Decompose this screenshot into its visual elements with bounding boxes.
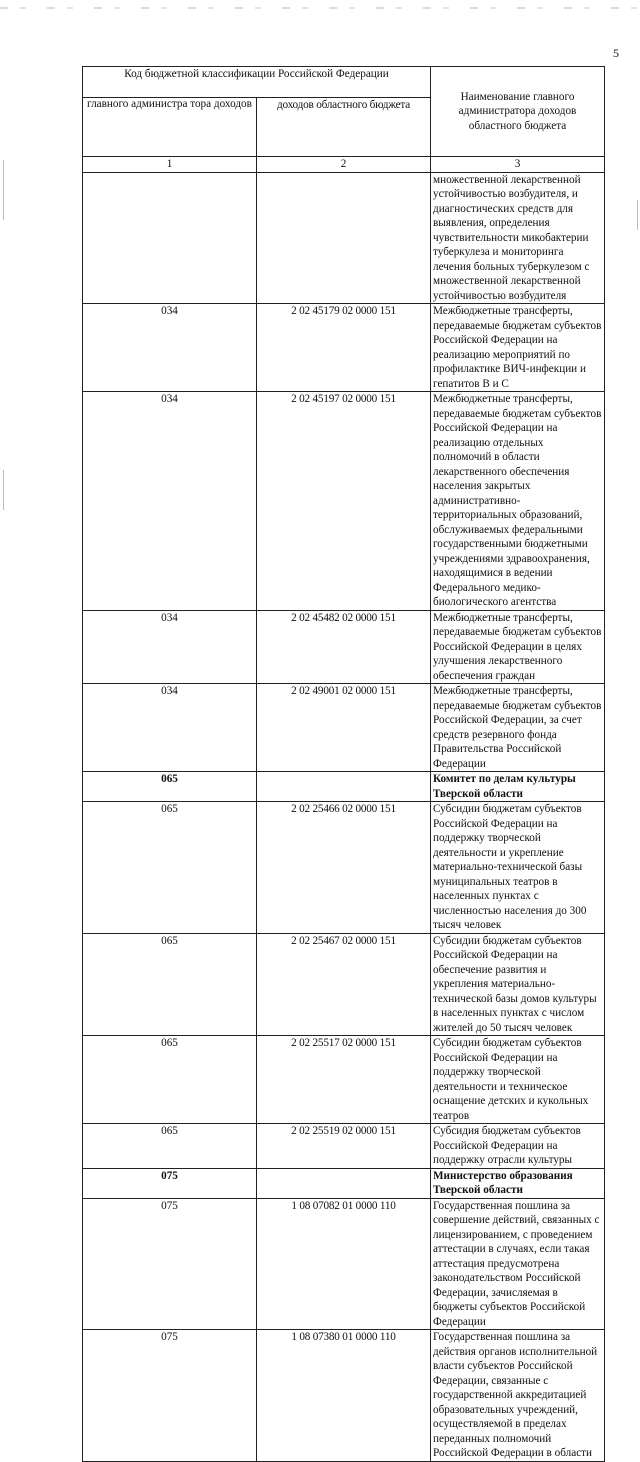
header-admin: главного администра тора доходов [83, 98, 257, 157]
income-code-cell [257, 1168, 431, 1198]
income-code-cell [257, 772, 431, 802]
name-cell: Межбюджетные трансферты, передаваемые бюджетам субъектов Российской Федерации в целях улучшения лекарственного обеспечения граждан [431, 610, 605, 684]
page-number: 5 [613, 46, 619, 60]
admin-code-cell: 075 [83, 1330, 257, 1462]
name-cell: Министерство образования Тверской области [431, 1168, 605, 1198]
revenue-table [82, 66, 605, 1462]
admin-code-cell: 034 [83, 684, 257, 772]
income-code-cell: 2 02 45179 02 0000 151 [257, 304, 431, 392]
admin-code-cell: 065 [83, 933, 257, 1036]
scan-artifact [637, 200, 638, 230]
income-code-cell: 2 02 25467 02 0000 151 [257, 933, 431, 1036]
scan-artifact [3, 160, 4, 220]
name-cell: Субсидии бюджетам субъектов Российской Федерации на поддержку творческой деятельности и укрепление материально-технической базы муниципальных театров в населенных пунктах с численностью населения до 300 тысяч человек [431, 802, 605, 934]
admin-code-cell: 065 [83, 802, 257, 934]
name-cell: Межбюджетные трансферты, передаваемые бюджетам субъектов Российской Федерации, за счет средств резервного фонда Правительства Российской Федерации [431, 684, 605, 772]
table-row [83, 933, 605, 1036]
name-cell: Межбюджетные трансферты, передаваемые бюджетам субъектов Российской Федерации на реализацию отдельных полномочий в области лекарственного обеспечения населения закрытых административно-территориальных образований, обслуживаемых федеральными государственными бюджетными учреждениями здравоохранения, находящимися в ведении Федерального медико-биологического агентства [431, 392, 605, 611]
name-cell: Субсидия бюджетам субъектов Российской Федерации на поддержку отрасли культуры [431, 1124, 605, 1169]
income-code-cell: 1 08 07082 01 0000 110 [257, 1198, 431, 1330]
admin-code-cell: 075 [83, 1198, 257, 1330]
table-row [83, 802, 605, 934]
scan-artifact [3, 470, 4, 510]
column-number: 1 [83, 157, 257, 173]
admin-code-cell: 065 [83, 772, 257, 802]
header-name: Наименование главного администратора доходов областного бюджета [431, 67, 605, 157]
name-cell: множественной лекарственной устойчивостью возбудителя, и диагностических средств для выявления, определения чувствительности микобактерии туберкулеза и мониторинга лечения больных туберкулезом с множественной лекарственной устойчивостью возбудителя [431, 172, 605, 304]
admin-code-cell: 034 [83, 610, 257, 684]
income-code-cell: 2 02 45197 02 0000 151 [257, 392, 431, 611]
table-row [83, 1168, 605, 1198]
income-code-cell: 2 02 25466 02 0000 151 [257, 802, 431, 934]
table-row [83, 610, 605, 684]
income-code-cell: 2 02 45482 02 0000 151 [257, 610, 431, 684]
name-cell: Государственная пошлина за действия органов исполнительной власти субъектов Российской Федерации, связанные с государственной аккредитацией образовательных учреждений, осуществляемой в пределах переданных полномочий Российской Федерации в области [431, 1330, 605, 1462]
name-cell: Межбюджетные трансферты, передаваемые бюджетам субъектов Российской Федерации на реализацию мероприятий по профилактике ВИЧ-инфекции и гепатитов В и С [431, 304, 605, 392]
name-cell: Государственная пошлина за совершение действий, связанных с лицензированием, с проведением аттестации в случаях, если такая аттестация предусмотрена законодательством Российской Федерации, зачисляемая в бюджеты субъектов Российской Федерации [431, 1198, 605, 1330]
table-row [83, 1198, 605, 1330]
table-row [83, 304, 605, 392]
table-row [83, 1124, 605, 1169]
scan-artifact [0, 7, 640, 9]
table-row [83, 772, 605, 802]
table-row [83, 684, 605, 772]
income-code-cell [257, 172, 431, 304]
admin-code-cell: 065 [83, 1036, 257, 1124]
income-code-cell: 2 02 49001 02 0000 151 [257, 684, 431, 772]
income-code-cell: 2 02 25519 02 0000 151 [257, 1124, 431, 1169]
name-cell: Комитет по делам культуры Тверской области [431, 772, 605, 802]
admin-code-cell: 075 [83, 1168, 257, 1198]
name-cell: Субсидии бюджетам субъектов Российской Федерации на поддержку творческой деятельности и техническое оснащение детских и кукольных театров [431, 1036, 605, 1124]
admin-code-cell: 034 [83, 304, 257, 392]
admin-code-cell: 065 [83, 1124, 257, 1169]
table-row [83, 392, 605, 611]
column-number: 2 [257, 157, 431, 173]
column-number: 3 [431, 157, 605, 173]
admin-code-cell [83, 172, 257, 304]
table-row [83, 1330, 605, 1462]
table-row [83, 1036, 605, 1124]
name-cell: Субсидии бюджетам субъектов Российской Федерации на обеспечение развития и укрепления материально-технической базы домов культуры в населенных пунктах с числом жителей до 50 тысяч человек [431, 933, 605, 1036]
header-income: доходов областного бюджета [257, 98, 431, 157]
table-row [83, 172, 605, 304]
header-kbk: Код бюджетной классификации Российской Федерации [83, 67, 431, 98]
admin-code-cell: 034 [83, 392, 257, 611]
income-code-cell: 1 08 07380 01 0000 110 [257, 1330, 431, 1462]
income-code-cell: 2 02 25517 02 0000 151 [257, 1036, 431, 1124]
